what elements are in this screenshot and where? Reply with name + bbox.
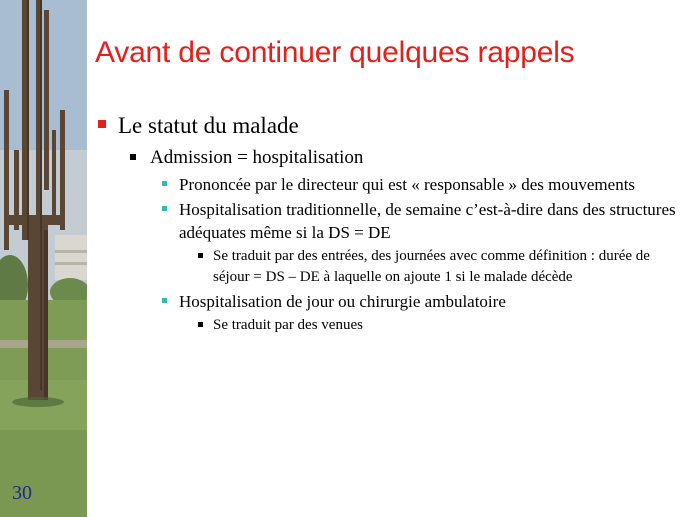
bullet-item-level-4 [198, 315, 676, 336]
bullet-item-level-3 [162, 173, 676, 196]
square-bullet-icon [162, 298, 167, 303]
bullet-text: Hospitalisation traditionnelle, de semaine c’est-à-dire dans des structures adéquates même si la DS = DE [179, 200, 676, 242]
bullet-text: Le statut du malade [118, 113, 299, 138]
square-bullet-icon [198, 253, 203, 258]
square-bullet-icon [130, 154, 136, 160]
slide-title: Avant de continuer quelques rappels [95, 36, 575, 69]
bullet-item-level-2 [130, 146, 676, 170]
bullet-text: Se traduit par des entrées, des journées avec comme définition : durée de séjour = DS – DE à laquelle on ajoute 1 si le malade décède [213, 248, 650, 285]
page-number: 30 [12, 482, 32, 504]
square-bullet-icon [162, 181, 167, 186]
bullet-text: Admission = hospitalisation [150, 147, 364, 168]
bullet-item-level-3 [162, 290, 676, 313]
sculpture-photo-image [0, 0, 87, 517]
bullet-list [96, 112, 676, 338]
square-bullet-icon [162, 206, 167, 211]
square-bullet-icon [198, 322, 203, 327]
decorative-photo [0, 0, 87, 517]
bullet-item-level-1 [96, 112, 676, 140]
square-bullet-icon [98, 120, 106, 128]
bullet-item-level-3 [162, 198, 676, 244]
bullet-text: Se traduit par des venues [213, 317, 363, 333]
bullet-text: Prononcée par le directeur qui est « responsable » des mouvements [179, 175, 636, 194]
bullet-item-level-4 [198, 246, 676, 288]
bullet-text: Hospitalisation de jour ou chirurgie ambulatoire [179, 292, 506, 311]
